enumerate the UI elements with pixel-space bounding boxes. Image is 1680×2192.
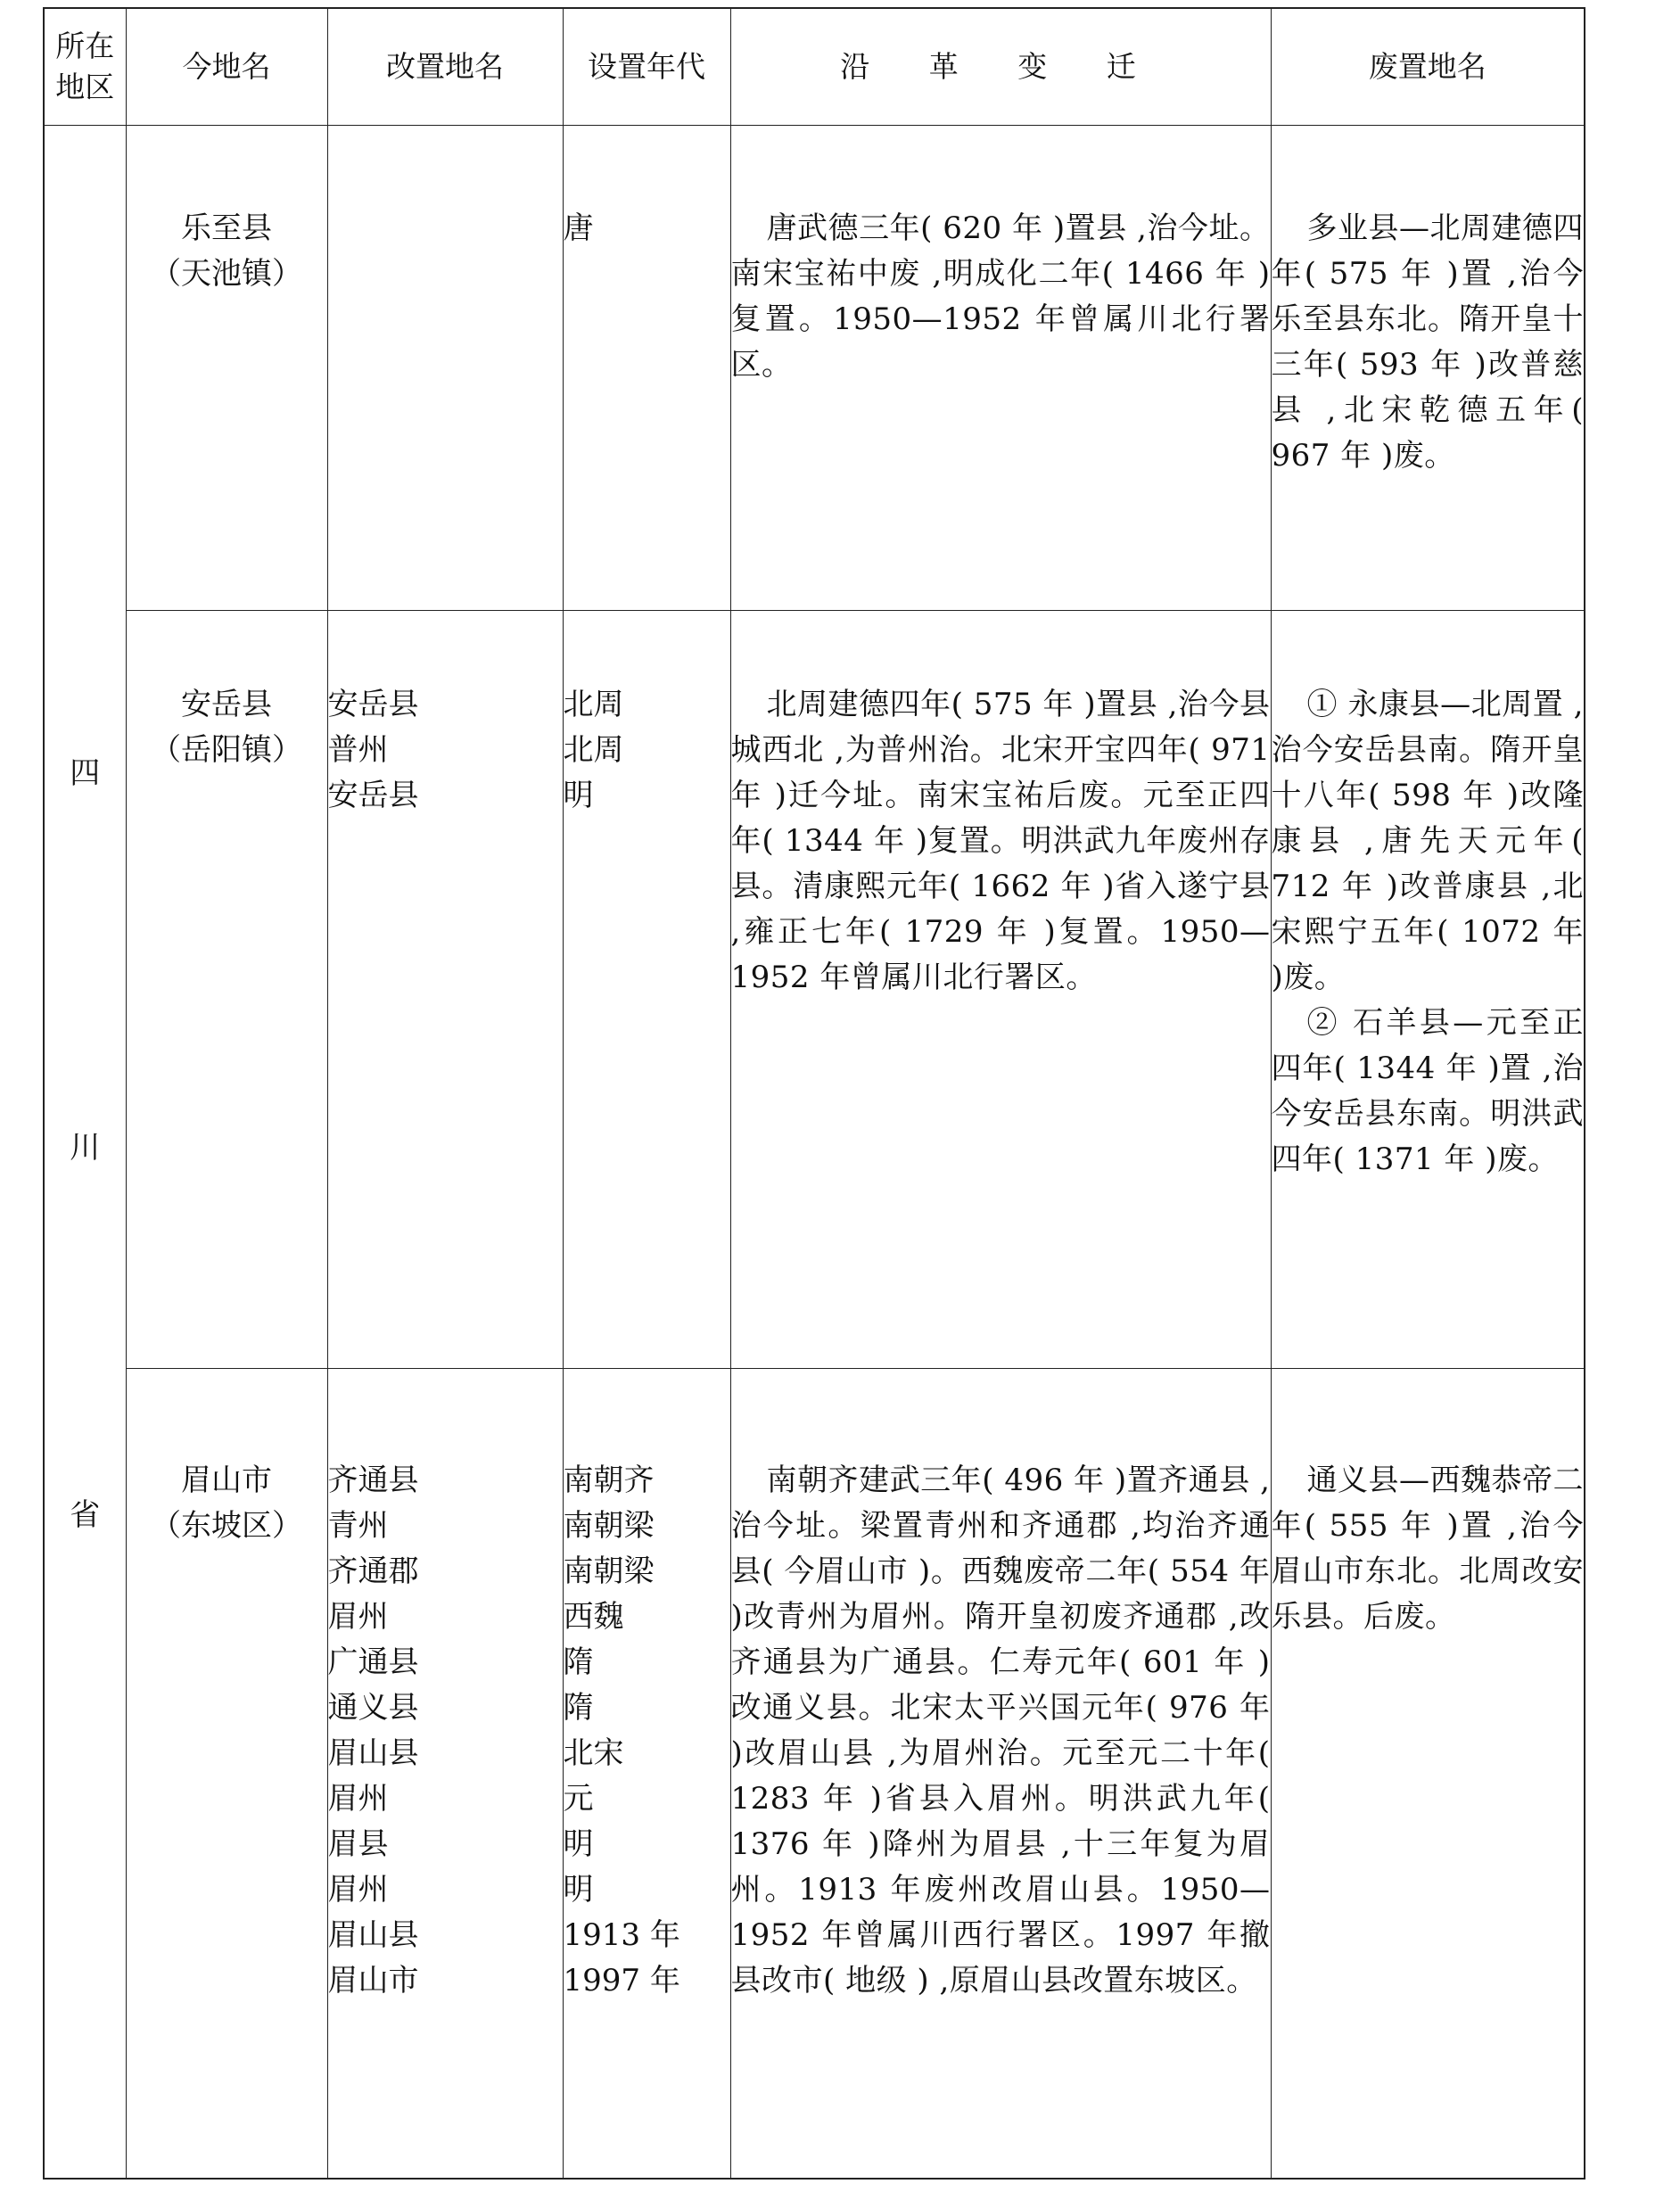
era-item: 北宋 (563, 1735, 624, 1771)
abolished-text: 多业县—北周建德四年( 575 年 )置 ,治今乐至县东北。隋开皇十三年( 593 年 )改普慈县 ,北宋乾德五年( 967 年 )废。 (1271, 210, 1584, 474)
renamed-item: 眉州 (327, 1872, 389, 1908)
region-char-2: 川 (70, 1130, 101, 1166)
era-item: 隋 (563, 1644, 594, 1680)
abolished-cell (1271, 1369, 1585, 2180)
renamed-item: 广通县 (327, 1644, 419, 1680)
era-item: 明 (563, 1826, 594, 1862)
renamed-item: 眉州 (327, 1781, 389, 1817)
era-item: 南朝梁 (563, 1508, 655, 1544)
header-current-name: 今地名 (126, 8, 327, 126)
renamed-item: 安岳县 (327, 687, 419, 722)
history-text: 南朝齐建武三年( 496 年 )置齐通县 ,治今址。梁置青州和齐通郡 ,均治齐通县( 今眉山市 )。西魏废帝二年( 554 年 )改青州为眉州。隋开皇初废齐通郡 ,改齐通县为广通县。仁寿元年( 601 年 )改通义县。北宋太平兴国元年( 976 年 )改眉山县 ,为眉州治。元至元二十年( 1283 年 )省县入眉州。明洪武九年( 1376 年 )降州为眉县 ,十三年复为眉州。1913 年废州改眉山县。1950—1952 年曾属川西行署区。1997 年撤县改市( 地级 ) ,原眉山县改置东坡区。 (730, 1463, 1271, 1998)
renamed-item: 眉县 (327, 1826, 389, 1862)
header-era: 设置年代 (563, 8, 730, 126)
renamed-item: 眉山县 (327, 1735, 419, 1771)
region-char-3: 省 (70, 1497, 101, 1533)
place-name-table (43, 7, 1585, 2180)
region-char-1: 四 (70, 755, 101, 791)
county-seat: （东坡区） (151, 1508, 302, 1544)
header-row (44, 8, 1585, 126)
era-item: 1997 年 (563, 1963, 680, 1998)
header-abolished: 废置地名 (1271, 8, 1585, 126)
history-cell (730, 1369, 1271, 2180)
renamed-item: 通义县 (327, 1690, 419, 1726)
table-row (44, 126, 1585, 611)
header-region-line2: 地区 (55, 70, 115, 104)
era-item: 西魏 (563, 1599, 624, 1635)
renamed-item: 安岳县 (327, 778, 419, 813)
current-name-cell (126, 126, 327, 611)
era-item: 南朝梁 (563, 1553, 655, 1589)
era-item: 元 (563, 1781, 594, 1817)
era-item: 唐 (563, 210, 594, 246)
history-cell (730, 126, 1271, 611)
abolished-cell (1271, 611, 1585, 1369)
era-item: 北周 (563, 732, 624, 768)
county-seat: （天池镇） (151, 256, 302, 292)
current-name: 眉山市 (181, 1463, 272, 1498)
history-cell (730, 611, 1271, 1369)
era-cell (563, 611, 730, 1369)
era-item: 明 (563, 1872, 594, 1908)
current-name-cell (126, 1369, 327, 2180)
table-row (44, 1369, 1585, 2180)
header-history: 沿 革 变 迁 (730, 8, 1271, 126)
era-item: 明 (563, 778, 594, 813)
era-item: 1913 年 (563, 1917, 680, 1953)
current-name-cell (126, 611, 327, 1369)
abolished-text: ② 石羊县—元至正四年( 1344 年 )置 ,治今安岳县东南。明洪武四年( 1371 年 )废。 (1271, 1005, 1584, 1177)
renamed-item: 眉山市 (327, 1963, 419, 1998)
era-item: 隋 (563, 1690, 594, 1726)
abolished-cell (1271, 126, 1585, 611)
history-text: 北周建德四年( 575 年 )置县 ,治今县城西北 ,为普州治。北宋开宝四年( 971 年 )迁今址。南宋宝祐后废。元至正四年( 1344 年 )复置。明洪武九年废州存县。清康熙元年( 1662 年 )省入遂宁县 ,雍正七年( 1729 年 )复置。1950—1952 年曾属川北行署区。 (730, 687, 1271, 995)
header-region-line1: 所在 (55, 29, 115, 63)
era-item: 南朝齐 (563, 1463, 655, 1498)
era-cell (563, 1369, 730, 2180)
renamed-item: 眉州 (327, 1599, 389, 1635)
header-renamed: 改置地名 (327, 8, 563, 126)
renamed-cell (327, 1369, 563, 2180)
renamed-cell (327, 611, 563, 1369)
era-cell (563, 126, 730, 611)
renamed-item: 齐通县 (327, 1463, 419, 1498)
county-seat: （岳阳镇） (151, 732, 302, 768)
current-name: 乐至县 (181, 210, 272, 246)
renamed-cell (327, 126, 563, 611)
era-item: 北周 (563, 687, 624, 722)
history-text: 唐武德三年( 620 年 )置县 ,治今址。南宋宝祐中废 ,明成化二年( 1466 年 )复置。1950—1952 年曾属川北行署区。 (730, 210, 1271, 383)
region-cell (44, 126, 126, 2180)
abolished-text: ① 永康县—北周置 ,治今安岳县南。隋开皇十八年( 598 年 )改隆康县 ,唐先天元年( 712 年 )改普康县 ,北宋熙宁五年( 1072 年 )废。 (1271, 687, 1584, 995)
renamed-item: 眉山县 (327, 1917, 419, 1953)
current-name: 安岳县 (181, 687, 272, 722)
renamed-item: 普州 (327, 732, 389, 768)
abolished-text: 通义县—西魏恭帝二年( 555 年 )置 ,治今眉山市东北。北周改安乐县。后废。 (1271, 1463, 1584, 1635)
renamed-item: 齐通郡 (327, 1553, 419, 1589)
header-region (44, 8, 126, 126)
table-row (44, 611, 1585, 1369)
renamed-item: 青州 (327, 1508, 389, 1544)
